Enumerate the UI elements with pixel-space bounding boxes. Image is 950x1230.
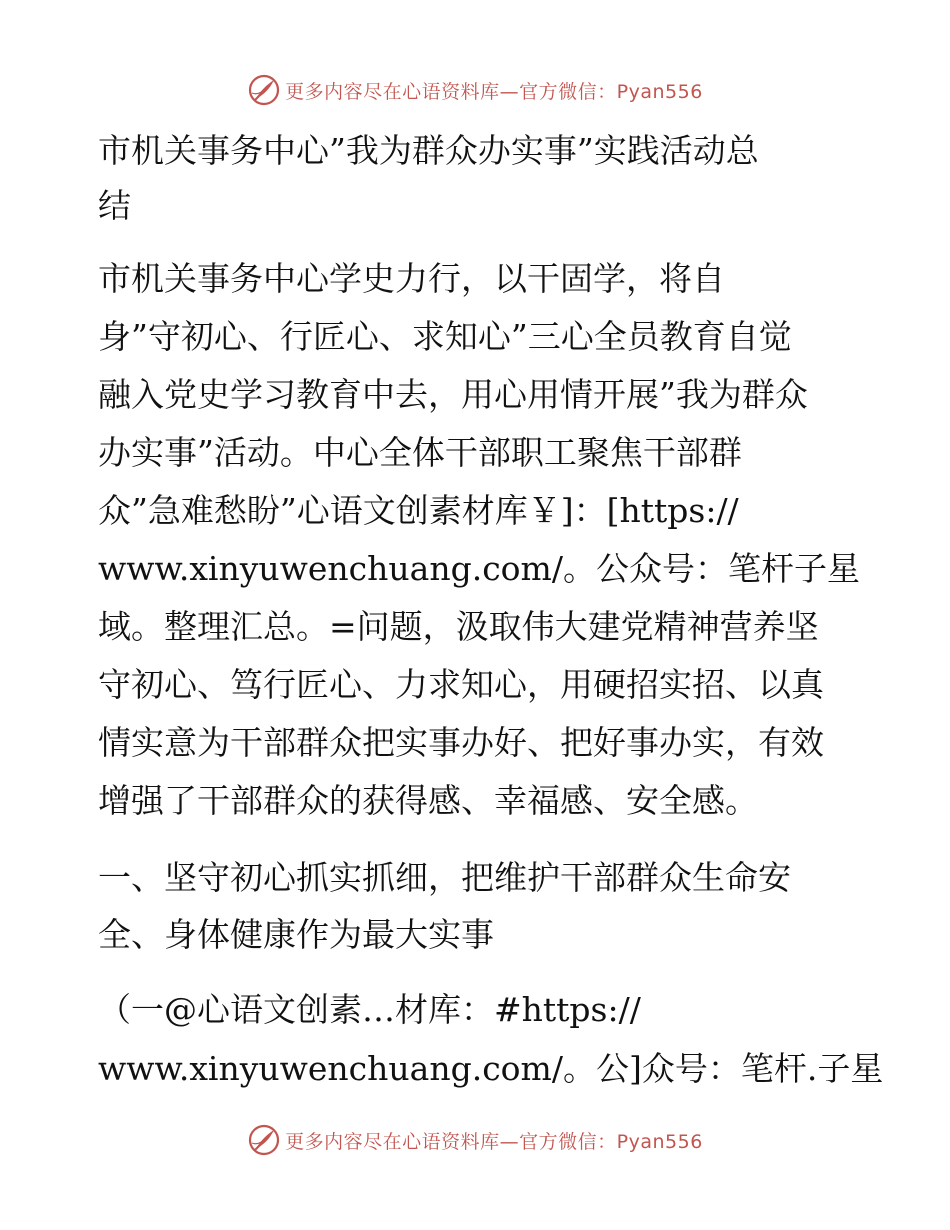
document-title-line-2: 结 xyxy=(98,186,131,225)
paragraph-line: 融入党史学习教育中去，用心用情开展”我为群众 xyxy=(98,375,808,414)
feather-pen-logo-icon xyxy=(247,73,281,107)
section-heading-line-2: 全、身体健康作为最大实事 xyxy=(98,915,494,954)
paragraph-line: 域。整理汇总。=问题，汲取伟大建党精神营养坚 xyxy=(98,607,819,646)
paragraph-line: 众”急难愁盼”心语文创素材库￥]：[https:// xyxy=(98,491,739,530)
paragraph-line: 守初心、笃行匠心、力求知心，用硬招实招、以真 xyxy=(98,665,824,704)
paragraph-line: 增强了干部群众的获得感、幸福感、安全感。 xyxy=(98,781,758,820)
subsection-line: www.xinyuwenchuang.com/。公]众号：笔杆.子星 xyxy=(98,1049,884,1088)
footer-banner xyxy=(0,1120,950,1160)
header-banner xyxy=(0,70,950,110)
paragraph-line: 市机关事务中心学史力行，以干固学，将自 xyxy=(98,259,725,298)
header-banner-text: 更多内容尽在心语资料库—官方微信：Pyan556 xyxy=(285,80,703,103)
section-heading-line-1: 一、坚守初心抓实抓细，把维护干部群众生命安 xyxy=(98,858,791,897)
subsection-line: （一@心语文创素…材库：#https:// xyxy=(98,990,641,1029)
paragraph-line: 办实事”活动。中心全体干部职工聚焦干部群 xyxy=(98,433,742,472)
paragraph-line: 身”守初心、行匠心、求知心”三心全员教育自觉 xyxy=(98,317,792,356)
footer-banner-text: 更多内容尽在心语资料库—官方微信：Pyan556 xyxy=(285,1130,703,1153)
document-title-line-1: 市机关事务中心”我为群众办实事”实践活动总 xyxy=(98,131,759,170)
paragraph-line: www.xinyuwenchuang.com/。公众号：笔杆子星 xyxy=(98,549,860,588)
feather-pen-logo-icon xyxy=(247,1123,281,1157)
paragraph-line: 情实意为干部群众把实事办好、把好事办实，有效 xyxy=(98,723,824,762)
